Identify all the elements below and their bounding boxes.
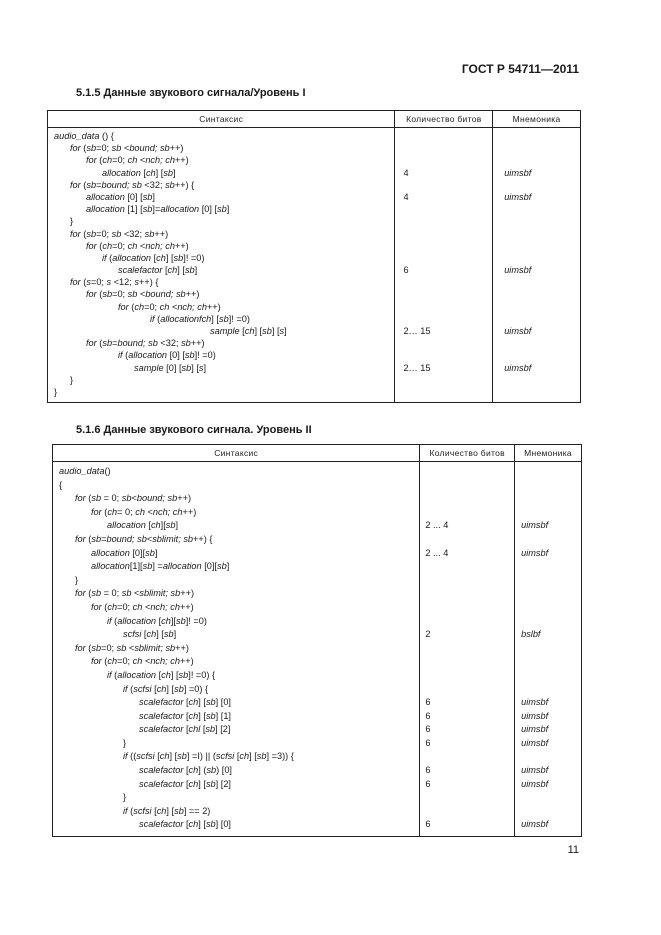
page-number: 11 — [567, 844, 579, 856]
bit-count — [425, 615, 514, 629]
syntax-line: scalefactor [ch] [sb] [0] — [139, 697, 231, 708]
bit-count: 6 — [425, 710, 431, 721]
bit-count: 4 — [403, 191, 409, 202]
bit-count — [403, 349, 492, 361]
syntax-line: for (sb=bound; sb<sblimit; sb++) { — [75, 533, 213, 544]
column-header-mnemonic: Мнемоника — [515, 445, 582, 462]
syntax-line: for (sb = 0; sb <sblimit; sb++) — [75, 588, 195, 599]
mnemonic — [521, 587, 581, 601]
bit-count — [425, 655, 514, 669]
bit-count — [403, 154, 492, 166]
section-title-5-1-6: 5.1.6 Данные звукового сигнала. Уровень II — [76, 424, 312, 436]
syntax-line: for (ch=0; ch <nch; ch++) — [118, 301, 221, 312]
bit-count: 6 — [425, 765, 431, 776]
bit-count — [425, 805, 514, 819]
bit-count: 2 — [425, 629, 431, 640]
bit-count — [425, 791, 514, 805]
syntax-line: if (allocation [0] [sb]! =0) — [118, 350, 216, 361]
syntax-line: allocation [ch][sb] — [107, 520, 179, 531]
mnemonic — [521, 750, 581, 764]
bit-count — [403, 130, 492, 142]
bit-count — [403, 240, 492, 252]
bit-count: 2 ... 4 — [425, 547, 449, 558]
bit-count — [425, 492, 514, 506]
bit-count: 4 — [403, 167, 409, 178]
syntax-line: scalefactor [ch] (sb) [0] — [139, 765, 232, 776]
mnemonic — [521, 601, 581, 615]
bit-count — [425, 506, 514, 520]
column-header-bits: Количество битов — [420, 445, 515, 462]
syntax-line: for (sb=0; sb <32; sb++) — [70, 228, 169, 239]
mnemonic: uimsbf — [521, 778, 549, 789]
bit-count: 2… 15 — [403, 362, 431, 373]
mnemonic: uimsbf — [504, 362, 532, 373]
mnemonic: uimsbf — [504, 167, 532, 178]
syntax-line: allocation [0] [sb] — [86, 191, 155, 202]
syntax-line: if (allocation [ch][sb]! =0) — [107, 615, 207, 626]
bit-count — [425, 587, 514, 601]
bit-count — [403, 228, 492, 240]
mnemonic — [504, 252, 580, 264]
section-title-5-1-5: 5.1.5 Данные звукового сигнала/Уровень I — [76, 87, 306, 99]
syntax-line: } — [123, 737, 127, 748]
mnemonic: uimsbf — [521, 697, 549, 708]
bit-count: 2… 15 — [403, 326, 431, 336]
syntax-line: allocation [0][sb] — [91, 547, 158, 558]
mnemonic — [504, 337, 580, 349]
syntax-line: for (sb=0; sb <bound; sb++) — [70, 143, 184, 154]
bit-count: 2 ... 4 — [425, 520, 449, 531]
mnemonic — [521, 479, 581, 493]
syntax-line: audio_data () { — [54, 131, 114, 141]
mnemonic: uimsbf — [504, 191, 532, 202]
mnemonic — [521, 655, 581, 669]
bit-count — [425, 479, 514, 493]
syntax-line: scalefactor [chl [sb] [2] — [139, 724, 231, 735]
mnemonic: uimsbf — [521, 737, 549, 748]
mnemonic: uimsbf — [521, 710, 549, 721]
syntax-table-layer-1 — [47, 110, 581, 403]
mnemonic — [504, 130, 580, 142]
mnemonic — [504, 203, 580, 215]
bits-column — [395, 128, 493, 403]
mnemonic: bslbf — [521, 629, 541, 640]
mnemonic — [504, 386, 580, 398]
mnemonic — [504, 301, 580, 313]
syntax-line: for (sb=0; sb <sblimit; sb++) — [75, 642, 189, 653]
syntax-line: scalefactor [ch] [sb] [2] — [139, 778, 231, 789]
bit-count — [403, 313, 492, 325]
bit-count — [403, 142, 492, 154]
mnemonic — [504, 313, 580, 325]
syntax-line: { — [59, 479, 63, 490]
syntax-line: for (sb = 0; sb<bound; sb++) — [75, 493, 192, 504]
bit-count: 6 — [425, 724, 431, 735]
bit-count — [425, 560, 514, 574]
mnemonic — [504, 374, 580, 386]
bit-count — [403, 288, 492, 300]
syntax-line: if ((scfsi [ch] [sb] =I) || (scfsi [ch] [sb] =3)) { — [123, 751, 294, 762]
syntax-line: for (sb=bound; sb <32; sb++) — [86, 338, 205, 349]
mnemonic: uimsbf — [504, 265, 532, 276]
mnemonic — [521, 465, 581, 479]
syntax-line: if (scfsi [ch] [sb] =0) { — [123, 683, 209, 694]
syntax-line: sample [0] [sb] [s] — [134, 362, 207, 373]
mnemonic — [521, 615, 581, 629]
bit-count — [403, 203, 492, 215]
column-header-syntax: Синтаксис — [48, 111, 395, 128]
syntax-line: allocation [ch] [sb] — [102, 167, 176, 178]
bit-count: 6 — [425, 819, 431, 830]
mnemonic: uimsbf — [521, 819, 549, 830]
bit-count: 6 — [425, 778, 431, 789]
bit-count — [403, 276, 492, 288]
syntax-line: if (scfsi [ch] [sb] == 2) — [123, 805, 211, 816]
bit-count — [425, 642, 514, 656]
syntax-line: for (ch=0; ch <nch; ch++) — [86, 240, 189, 251]
bit-count — [403, 386, 492, 398]
mnemonic — [521, 669, 581, 683]
bits-column — [420, 462, 515, 837]
syntax-line: scalefactor [ch] [sb] [1] — [139, 710, 231, 721]
column-header-bits: Количество битов — [395, 111, 493, 128]
mnemonic — [521, 642, 581, 656]
mnemonic: uimsbf — [521, 765, 549, 776]
mnemonic — [521, 506, 581, 520]
mnemonic — [504, 142, 580, 154]
syntax-line: allocation [1] [sb]=allocation [0] [sb] — [86, 204, 230, 215]
mnemonic — [521, 533, 581, 547]
mnemonic — [504, 179, 580, 191]
mnemonic — [521, 492, 581, 506]
mnemonic-column — [493, 128, 581, 403]
syntax-line: for (sb=bound; sb <32; sb++) { — [70, 179, 195, 190]
syntax-line: if (allocation [ch] [sb]! =0) — [102, 252, 205, 263]
syntax-line: audio_data() — [59, 466, 111, 476]
bit-count: 6 — [403, 265, 409, 276]
mnemonic — [521, 805, 581, 819]
syntax-line: } — [70, 374, 74, 385]
mnemonic — [521, 574, 581, 588]
syntax-line: scalefactor [ch] [sb] — [118, 265, 198, 276]
bit-count — [403, 374, 492, 386]
mnemonic — [504, 240, 580, 252]
mnemonic — [504, 215, 580, 227]
bit-count — [425, 574, 514, 588]
syntax-line: scalefactor [ch] [sb] [0] — [139, 819, 231, 830]
column-header-syntax: Синтаксис — [53, 445, 420, 462]
syntax-line: if (allocationfch] [sb]! =0) — [150, 313, 250, 324]
syntax-line: for (ch=0; ch <nch; ch++) — [86, 155, 189, 166]
bit-count — [403, 179, 492, 191]
mnemonic — [504, 154, 580, 166]
syntax-line: scfsi [ch] [sb] — [123, 629, 177, 640]
syntax-table-layer-2 — [52, 444, 582, 837]
mnemonic-column — [515, 462, 582, 837]
syntax-line: } — [70, 216, 74, 227]
bit-count — [403, 301, 492, 313]
bit-count — [403, 337, 492, 349]
mnemonic — [504, 288, 580, 300]
bit-count — [425, 465, 514, 479]
syntax-column — [48, 128, 395, 403]
column-header-mnemonic: Мнемоника — [493, 111, 581, 128]
syntax-line: for (ch= 0; ch <nch; ch++) — [91, 506, 197, 517]
mnemonic: uimsbf — [521, 724, 549, 735]
mnemonic — [504, 228, 580, 240]
mnemonic: uimsbf — [504, 326, 532, 336]
syntax-line: for (ch=0; ch <nch; ch++) — [91, 656, 194, 667]
syntax-line: } — [75, 574, 79, 585]
bit-count: 6 — [425, 737, 431, 748]
syntax-line: for (sb=0; sb <bound; sb++) — [86, 289, 200, 300]
standard-designation: ГОСТ Р 54711—2011 — [461, 62, 579, 76]
bit-count — [403, 215, 492, 227]
mnemonic: uimsbf — [521, 520, 549, 531]
mnemonic — [521, 560, 581, 574]
mnemonic: uimsbf — [521, 547, 549, 558]
mnemonic — [521, 791, 581, 805]
syntax-line: } — [54, 386, 58, 397]
bit-count — [425, 601, 514, 615]
syntax-line: } — [123, 792, 127, 803]
mnemonic — [521, 683, 581, 697]
syntax-line: if (allocation [ch] [sb]! =0) { — [107, 669, 216, 680]
syntax-line: sample [ch] [sb] [s] — [210, 326, 287, 336]
syntax-column — [53, 462, 420, 837]
bit-count: 6 — [425, 697, 431, 708]
bit-count — [425, 750, 514, 764]
bit-count — [425, 669, 514, 683]
mnemonic — [504, 349, 580, 361]
syntax-line: allocation[1][sb] =allocation [0][sb] — [91, 561, 230, 572]
syntax-line: for (ch=0; ch <nch; ch++) — [91, 601, 194, 612]
bit-count — [425, 683, 514, 697]
mnemonic — [504, 276, 580, 288]
syntax-line: for (s=0; s <12; s++) { — [70, 277, 159, 288]
bit-count — [403, 252, 492, 264]
bit-count — [425, 533, 514, 547]
